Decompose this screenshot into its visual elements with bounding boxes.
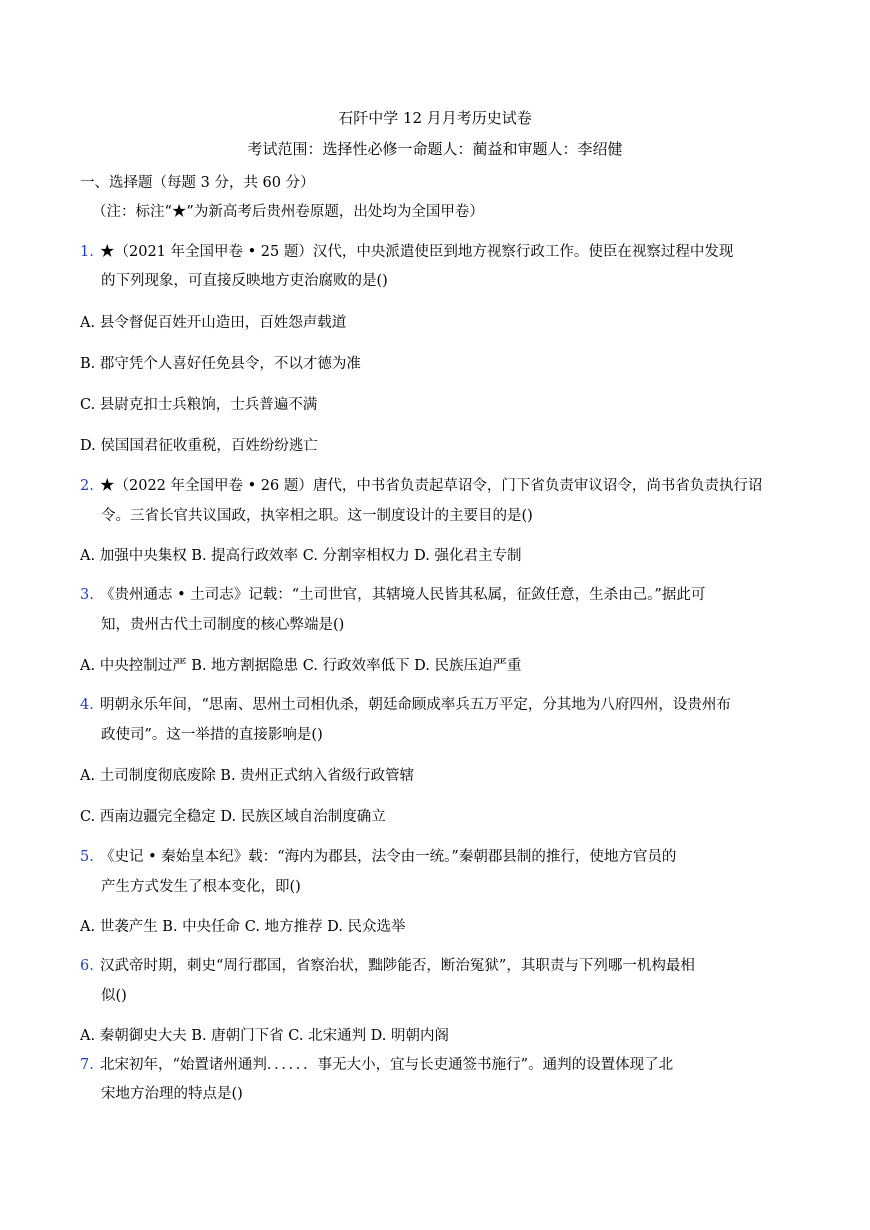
question-2-text-2: 令。三省长官共议国政，执宰相之职。这一制度设计的主要目的是(): [101, 508, 533, 524]
question-5-number: 5.: [80, 849, 94, 865]
question-1-option-c: C. 县尉克扣士兵粮饷，士兵普遍不满: [80, 397, 318, 413]
question-6-number: 6.: [80, 958, 94, 974]
question-6-text-2: 似(): [101, 988, 127, 1004]
exam-title: 石阡中学 12 月月考历史试卷: [338, 109, 532, 127]
question-2-line-1: [80, 476, 762, 496]
question-3-options: A. 中央控制过严 B. 地方割据隐患 C. 行政效率低下 D. 民族压迫严重: [80, 658, 522, 674]
exam-subtitle: 考试范围：选择性必修一命题人：蔺益和审题人：李绍健: [247, 140, 623, 158]
question-7-line-1: [80, 1055, 673, 1075]
question-4-line-1: [80, 695, 731, 715]
question-4-options-cd: C. 西南边疆完全稳定 D. 民族区域自治制度确立: [80, 809, 386, 825]
question-5-line-1: [80, 847, 676, 867]
question-7-text-1: 北宋初年，“始置诸州通判．．．．．．事无大小，宜与长吏通签书施行”。通判的设置体现了北: [100, 1057, 674, 1073]
section-note: （注：标注“★”为新高考后贵州卷原题，出处均为全国甲卷）: [92, 204, 484, 220]
question-1-line-1: [80, 242, 733, 262]
question-5-text-2: 产生方式发生了根本变化，即(): [101, 879, 301, 895]
question-4-text-2: 政使司”。这一举措的直接影响是(): [101, 727, 323, 743]
question-5-options: A. 世袭产生 B. 中央任命 C. 地方推荐 D. 民众选举: [80, 919, 406, 935]
question-3-text-2: 知，贵州古代土司制度的核心弊端是(): [101, 617, 345, 633]
question-1-option-a: A. 县令督促百姓开山造田，百姓怨声载道: [80, 315, 347, 331]
question-1-option-d: D. 侯国国君征收重税，百姓纷纷逃亡: [80, 438, 318, 454]
question-1-text-1: ★（2021 年全国甲卷 • 25 题）汉代，中央派遣使臣到地方视察行政工作。使臣在视察过程中发现: [100, 244, 734, 260]
question-1-option-b: B. 郡守凭个人喜好任免县令，不以才德为准: [80, 356, 361, 372]
question-2-number: 2.: [80, 478, 94, 494]
question-3-number: 3.: [80, 587, 94, 603]
question-3-text-1: 《贵州通志 • 土司志》记载：“土司世官，其辖境人民皆其私属，征敛任意，生杀由己。”据此可: [100, 587, 706, 603]
question-3-line-1: [80, 585, 705, 605]
question-4-options-ab: A. 土司制度彻底废除 B. 贵州正式纳入省级行政管辖: [80, 768, 415, 784]
question-2-text-1: ★（2022 年全国甲卷 • 26 题）唐代，中书省负责起草诏令，门下省负责审议诏令，尚书省负责执行诏: [100, 478, 763, 494]
question-4-text-1: 明朝永乐年间，“思南、思州土司相仇杀，朝廷命顾成率兵五万平定，分其地为八府四州，设贵州布: [100, 697, 731, 713]
question-6-text-1: 汉武帝时期，刺史“周行郡国，省察治状，黜陟能否，断治冤狱”，其职责与下列哪一机构最相: [100, 958, 695, 974]
question-7-number: 7.: [80, 1057, 94, 1073]
question-5-text-1: 《史记 • 秦始皇本纪》载：“海内为郡县，法令由一统。”秦朝郡县制的推行，使地方官员的: [100, 849, 677, 865]
question-7-text-2: 宋地方治理的特点是(): [101, 1086, 243, 1102]
question-1-text-2: 的下列现象，可直接反映地方吏治腐败的是(): [101, 273, 388, 289]
question-4-number: 4.: [80, 697, 94, 713]
question-6-options: A. 秦朝御史大夫 B. 唐朝门下省 C. 北宋通判 D. 明朝内阁: [80, 1028, 450, 1044]
question-6-line-1: [80, 956, 695, 976]
question-1-number: 1.: [80, 244, 94, 260]
question-2-options: A. 加强中央集权 B. 提高行政效率 C. 分割宰相权力 D. 强化君主专制: [80, 548, 522, 564]
section-heading: 一、选择题（每题 3 分，共 60 分）: [80, 175, 315, 191]
